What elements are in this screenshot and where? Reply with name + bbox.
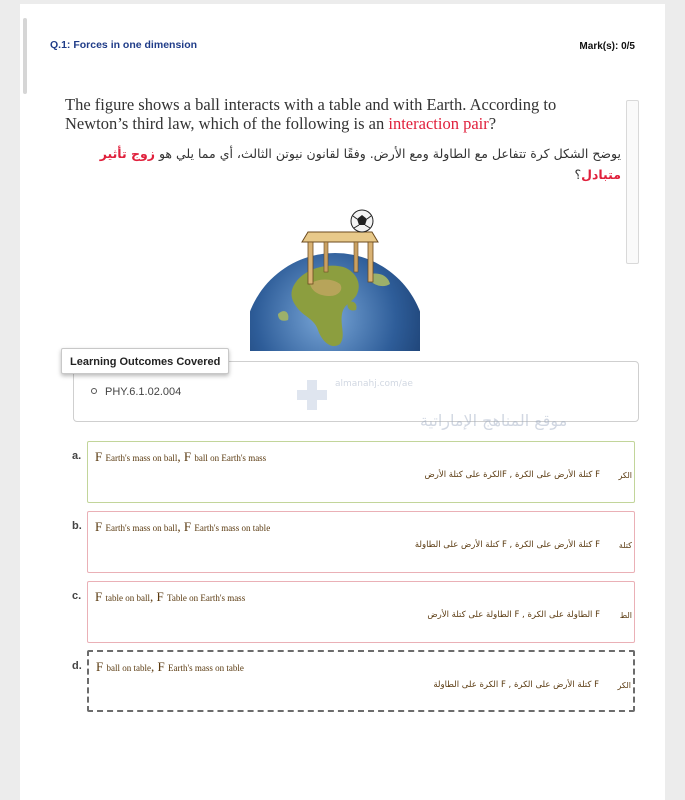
option-b[interactable] bbox=[87, 511, 635, 573]
option-b-text-ar-cut: كتلة bbox=[618, 541, 632, 550]
option-a[interactable] bbox=[87, 441, 635, 503]
option-c-text-en: F table on ball, F Table on Earth's mass bbox=[95, 589, 246, 604]
learning-outcomes-heading: Learning Outcomes Covered bbox=[61, 348, 229, 374]
question-page bbox=[20, 4, 665, 800]
question-mark: Mark(s): 0/5 bbox=[579, 41, 635, 52]
interaction-pair-highlight-ar: زوج تأثير متبادل bbox=[99, 146, 621, 182]
option-c-text-ar-cut: الط bbox=[619, 611, 632, 620]
ball-table-earth-figure bbox=[250, 204, 420, 354]
option-a-text-ar: F كتلة الأرض على الكرة , Fالكرة على كتلة الأرض bbox=[424, 470, 600, 480]
option-d-text-ar: F كتلة الأرض على الكرة , F الكرة على الطاولة bbox=[433, 680, 599, 690]
left-scrollbar[interactable] bbox=[23, 18, 27, 94]
option-c-letter: c. bbox=[72, 590, 82, 602]
watermark-title: موقع المناهج الإماراتية bbox=[420, 411, 568, 430]
option-d-text-ar-cut: الكر bbox=[617, 681, 631, 690]
site-watermark bbox=[285, 374, 568, 436]
option-b-letter: b. bbox=[72, 520, 82, 532]
bullet-icon bbox=[91, 388, 97, 394]
option-c-text-ar: F الطاولة على الكرة , F الطاولة على كتلة الأرض bbox=[427, 610, 600, 620]
option-a-text-ar-cut: الكر bbox=[618, 471, 632, 480]
watermark-url: almanahj.com/ae bbox=[335, 379, 413, 389]
question-text-en: The figure shows a ball interacts with a table and with Earth. According to Newton’s third law, which of the following is an interaction pair? bbox=[65, 95, 557, 133]
option-d-letter: d. bbox=[72, 660, 82, 672]
ball-shape bbox=[351, 210, 373, 232]
content-scrollbar[interactable] bbox=[626, 100, 639, 264]
option-d-text-en: F ball on table, F Earth's mass on table bbox=[96, 659, 244, 674]
option-c[interactable] bbox=[87, 581, 635, 643]
question-title: Q.1: Forces in one dimension bbox=[50, 39, 198, 51]
question-text-ar: يوضح الشكل كرة تتفاعل مع الطاولة ومع الأرض. وفقًا لقانون نيوتن الثالث، أي مما يلي هو زوج تأثير متبادل؟ bbox=[99, 146, 621, 182]
option-a-letter: a. bbox=[72, 450, 82, 462]
learning-outcome-item: PHY.6.1.02.004 bbox=[91, 386, 181, 398]
option-a-text-en: F Earth's mass on ball, F ball on Earth's mass bbox=[95, 449, 267, 464]
option-b-text-en: F Earth's mass on ball, F Earth's mass on table bbox=[95, 519, 271, 534]
option-d[interactable] bbox=[87, 650, 635, 712]
interaction-pair-highlight: interaction pair bbox=[388, 114, 489, 133]
option-b-text-ar: F كتلة الأرض على الكرة , F كتلة الأرض على الطاولة bbox=[414, 540, 600, 550]
